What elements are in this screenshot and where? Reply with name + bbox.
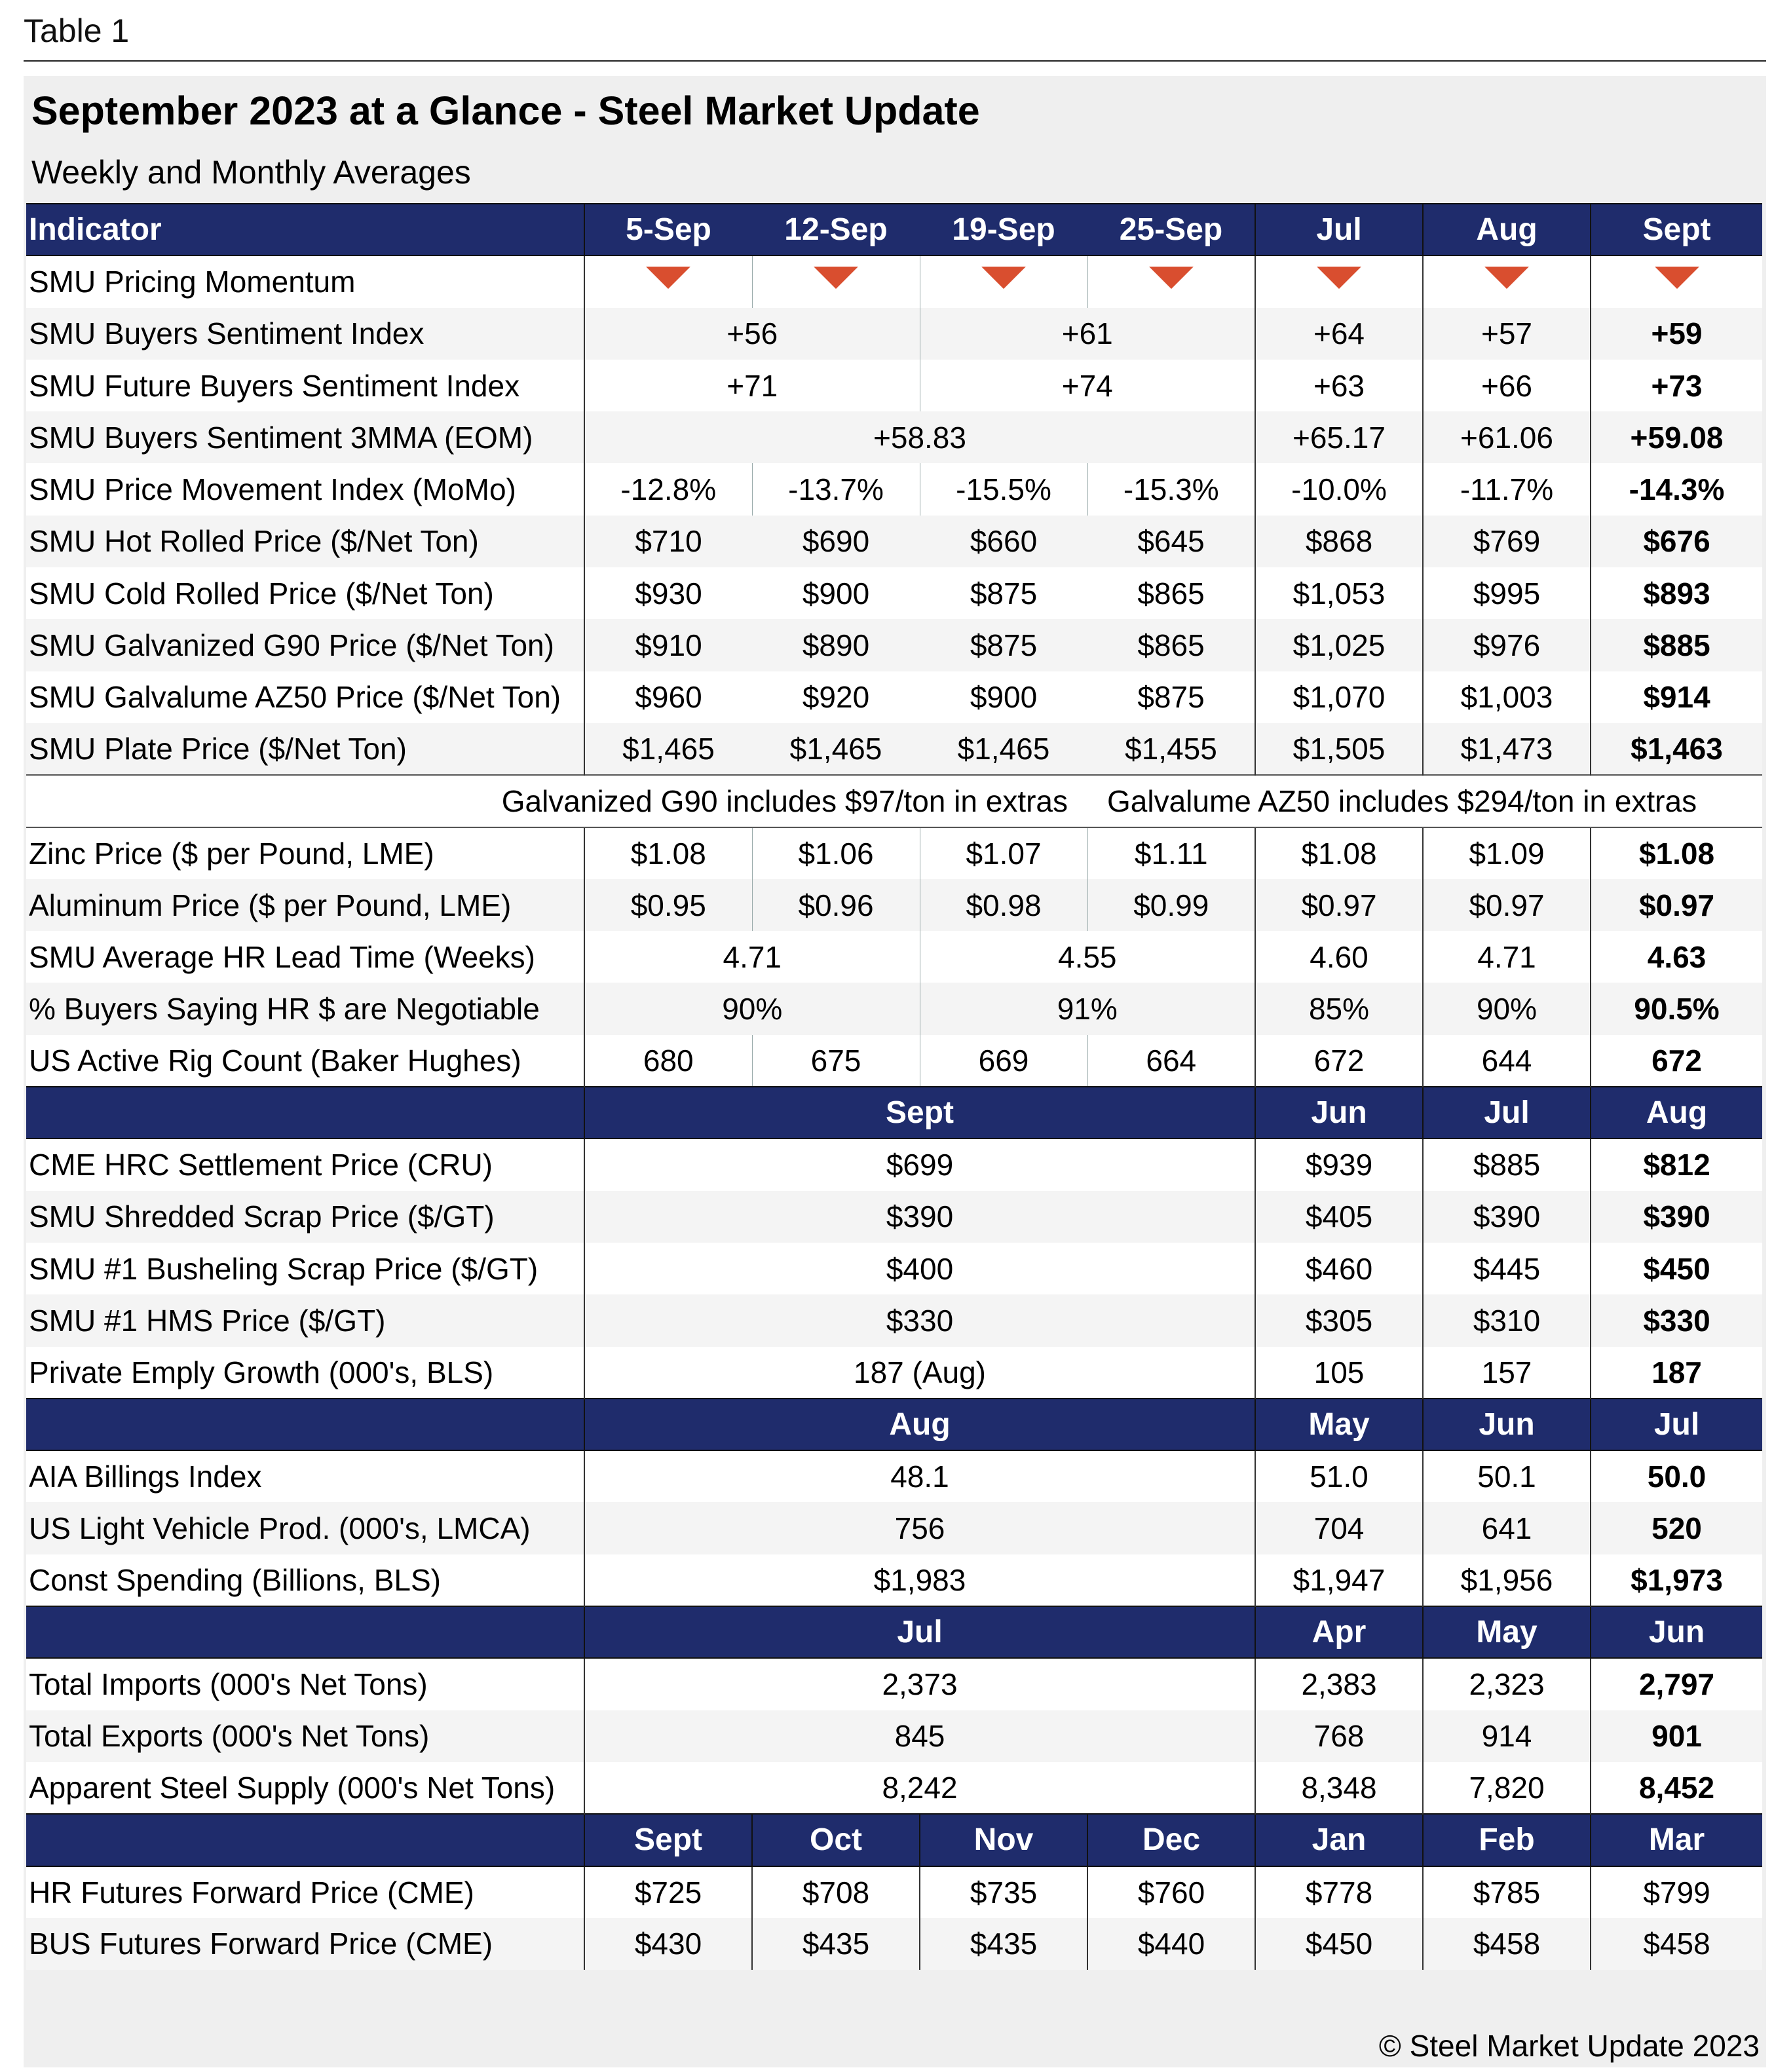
- cell-value: 680: [584, 1035, 752, 1087]
- cell-value: $785: [1423, 1866, 1591, 1918]
- row-label: SMU Hot Rolled Price ($/Net Ton): [26, 516, 584, 567]
- cell-value: 2,383: [1255, 1658, 1423, 1710]
- cell-value: 187 (Aug): [584, 1347, 1255, 1399]
- galvanized-extras-note: Galvanized G90 includes $97/ton in extras: [26, 775, 1087, 827]
- row-label: HR Futures Forward Price (CME): [26, 1866, 584, 1918]
- cell-value: $0.95: [584, 879, 752, 931]
- page-subtitle: Weekly and Monthly Averages: [31, 154, 471, 191]
- cell-value: 845: [584, 1710, 1255, 1762]
- cell-value: +74: [920, 360, 1255, 411]
- row-label: US Light Vehicle Prod. (000's, LMCA): [26, 1502, 584, 1554]
- cell-value: $812: [1591, 1139, 1762, 1190]
- cell-value: 4.71: [584, 931, 920, 983]
- header-main: Aug: [584, 1399, 1255, 1450]
- cell-value: 48.1: [584, 1450, 1255, 1502]
- row-const-spending: [26, 1554, 1762, 1606]
- cell-value: 641: [1423, 1502, 1591, 1554]
- row-label: Aluminum Price ($ per Pound, LME): [26, 879, 584, 931]
- cell-value: +66: [1423, 360, 1591, 411]
- cell-value: 664: [1087, 1035, 1255, 1087]
- cell-value: $390: [584, 1191, 1255, 1243]
- cell-value: $760: [1087, 1866, 1255, 1918]
- cell-value: $330: [1591, 1294, 1762, 1346]
- row-apparent-supply: [26, 1762, 1762, 1814]
- cell-value: $875: [1087, 671, 1255, 723]
- header-col-2: Oct: [752, 1814, 920, 1866]
- header-col-4: Dec: [1087, 1814, 1255, 1866]
- cell-value: -12.8%: [584, 463, 752, 515]
- row-label: Zinc Price ($ per Pound, LME): [26, 827, 584, 879]
- cell-value: $708: [752, 1866, 920, 1918]
- cell-value: $960: [584, 671, 752, 723]
- cell-value: $305: [1255, 1294, 1423, 1346]
- row-label: Total Imports (000's Net Tons): [26, 1658, 584, 1710]
- cell-value: +57: [1423, 308, 1591, 360]
- cell-value: $390: [1423, 1191, 1591, 1243]
- row-galvanized: [26, 619, 1762, 671]
- cell-value: 2,797: [1591, 1658, 1762, 1710]
- cell-value: $1,053: [1255, 567, 1423, 619]
- cell-value: -15.5%: [920, 463, 1087, 515]
- header-col-5: May: [1255, 1399, 1423, 1450]
- cell-value: 90%: [1423, 983, 1591, 1034]
- cell-value: 8,242: [584, 1762, 1255, 1814]
- cell-value: $735: [920, 1866, 1087, 1918]
- cell-value: $458: [1591, 1918, 1762, 1970]
- row-label: Const Spending (Billions, BLS): [26, 1554, 584, 1606]
- header-main: Sept: [584, 1087, 1255, 1139]
- row-label: SMU Plate Price ($/Net Ton): [26, 723, 584, 775]
- cell-value: $1,455: [1087, 723, 1255, 775]
- row-pricing-momentum: [26, 255, 1762, 307]
- row-label: SMU #1 HMS Price ($/GT): [26, 1294, 584, 1346]
- cell-value: 50.0: [1591, 1450, 1762, 1502]
- cell-value: $1,473: [1423, 723, 1591, 775]
- cell-value: $900: [752, 567, 920, 619]
- cell-value: +71: [584, 360, 920, 411]
- header-main: Jul: [584, 1606, 1255, 1658]
- row-aluminum: [26, 879, 1762, 931]
- cell-value: 669: [920, 1035, 1087, 1087]
- cell-value: 644: [1423, 1035, 1591, 1087]
- row-label: SMU Shredded Scrap Price ($/GT): [26, 1191, 584, 1243]
- row-label: SMU Cold Rolled Price ($/Net Ton): [26, 567, 584, 619]
- table-header-weekly: [26, 204, 1762, 255]
- row-label: BUS Futures Forward Price (CME): [26, 1918, 584, 1970]
- cell-value: 90.5%: [1591, 983, 1762, 1034]
- header-col-3: Nov: [920, 1814, 1087, 1866]
- row-shredded-scrap: [26, 1191, 1762, 1243]
- market-table: [26, 203, 1762, 1970]
- down-triangle-icon: [1149, 267, 1194, 289]
- momentum-cell: [752, 255, 920, 307]
- cell-value: $1,463: [1591, 723, 1762, 775]
- cell-value: $0.97: [1591, 879, 1762, 931]
- cell-value: 7,820: [1423, 1762, 1591, 1814]
- cell-value: $1.08: [584, 827, 752, 879]
- cell-value: $865: [1087, 567, 1255, 619]
- row-label: AIA Billings Index: [26, 1450, 584, 1502]
- row-label: Total Exports (000's Net Tons): [26, 1710, 584, 1762]
- momentum-cell: [584, 255, 752, 307]
- row-negotiable: [26, 983, 1762, 1034]
- row-label: SMU Galvalume AZ50 Price ($/Net Ton): [26, 671, 584, 723]
- cell-value: +64: [1255, 308, 1423, 360]
- momentum-cell: [1423, 255, 1591, 307]
- cell-value: $939: [1255, 1139, 1423, 1190]
- cell-value: $778: [1255, 1866, 1423, 1918]
- row-busheling-scrap: [26, 1243, 1762, 1294]
- cell-value: $799: [1591, 1866, 1762, 1918]
- cell-value: $660: [920, 516, 1087, 567]
- momentum-cell: [1087, 255, 1255, 307]
- header-col-7: Sept: [1591, 204, 1762, 255]
- header-col-6: Jul: [1423, 1087, 1591, 1139]
- header-col-1: Sept: [584, 1814, 752, 1866]
- cell-value: $390: [1591, 1191, 1762, 1243]
- cell-value: 105: [1255, 1347, 1423, 1399]
- cell-value: 914: [1423, 1710, 1591, 1762]
- cell-value: 2,323: [1423, 1658, 1591, 1710]
- header-col-5: Apr: [1255, 1606, 1423, 1658]
- cell-value: +59.08: [1591, 411, 1762, 463]
- row-future-buyers-sentiment: [26, 360, 1762, 411]
- cell-value: $914: [1591, 671, 1762, 723]
- header-col-7: Aug: [1591, 1087, 1762, 1139]
- header-col-7: Jul: [1591, 1399, 1762, 1450]
- header-col-1: 5-Sep: [584, 204, 752, 255]
- header-col-2: 12-Sep: [752, 204, 920, 255]
- cell-value: -14.3%: [1591, 463, 1762, 515]
- header-col-4: 25-Sep: [1087, 204, 1255, 255]
- cell-value: $875: [920, 619, 1087, 671]
- down-triangle-icon: [1484, 267, 1529, 289]
- header-indicator-blank: [26, 1606, 584, 1658]
- row-label: CME HRC Settlement Price (CRU): [26, 1139, 584, 1190]
- cell-value: 675: [752, 1035, 920, 1087]
- cell-value: $710: [584, 516, 752, 567]
- header-indicator: Indicator: [26, 204, 584, 255]
- cell-value: 4.63: [1591, 931, 1762, 983]
- cell-value: $725: [584, 1866, 752, 1918]
- cell-value: 4.71: [1423, 931, 1591, 983]
- row-cold-rolled: [26, 567, 1762, 619]
- cell-value: 85%: [1255, 983, 1423, 1034]
- cell-value: 756: [584, 1502, 1255, 1554]
- header-col-5: Jan: [1255, 1814, 1423, 1866]
- row-buyers-sentiment: [26, 308, 1762, 360]
- cell-value: $995: [1423, 567, 1591, 619]
- row-label: SMU Pricing Momentum: [26, 255, 584, 307]
- cell-value: 2,373: [584, 1658, 1255, 1710]
- cell-value: $893: [1591, 567, 1762, 619]
- row-label: US Active Rig Count (Baker Hughes): [26, 1035, 584, 1087]
- cell-value: $330: [584, 1294, 1255, 1346]
- cell-value: -10.0%: [1255, 463, 1423, 515]
- page-title: September 2023 at a Glance - Steel Market Update: [31, 88, 980, 133]
- header-col-6: Jun: [1423, 1399, 1591, 1450]
- cell-value: +59: [1591, 308, 1762, 360]
- row-label: Private Emply Growth (000's, BLS): [26, 1347, 584, 1399]
- cell-value: $430: [584, 1918, 752, 1970]
- cell-value: 672: [1591, 1035, 1762, 1087]
- row-rig-count: [26, 1035, 1762, 1087]
- cell-value: $676: [1591, 516, 1762, 567]
- extras-note-row: [26, 775, 1762, 827]
- glance-panel: [24, 76, 1766, 2067]
- row-galvalume: [26, 671, 1762, 723]
- cell-value: $1,465: [752, 723, 920, 775]
- cell-value: $699: [584, 1139, 1255, 1190]
- cell-value: $0.98: [920, 879, 1087, 931]
- row-label: SMU Price Movement Index (MoMo): [26, 463, 584, 515]
- cell-value: +65.17: [1255, 411, 1423, 463]
- cell-value: $435: [920, 1918, 1087, 1970]
- cell-value: 8,348: [1255, 1762, 1423, 1814]
- cell-value: $1,465: [584, 723, 752, 775]
- cell-value: -15.3%: [1087, 463, 1255, 515]
- header-indicator-blank: [26, 1087, 584, 1139]
- row-label: SMU Buyers Sentiment 3MMA (EOM): [26, 411, 584, 463]
- table-header-construction: [26, 1399, 1762, 1450]
- cell-value: 4.60: [1255, 931, 1423, 983]
- cell-value: $865: [1087, 619, 1255, 671]
- cell-value: $1.11: [1087, 827, 1255, 879]
- down-triangle-icon: [1317, 267, 1361, 289]
- cell-value: $769: [1423, 516, 1591, 567]
- cell-value: $920: [752, 671, 920, 723]
- table-header-scrap: [26, 1087, 1762, 1139]
- cell-value: +61: [920, 308, 1255, 360]
- row-label: SMU Average HR Lead Time (Weeks): [26, 931, 584, 983]
- cell-value: $435: [752, 1918, 920, 1970]
- cell-value: $976: [1423, 619, 1591, 671]
- header-col-7: Jun: [1591, 1606, 1762, 1658]
- cell-value: $405: [1255, 1191, 1423, 1243]
- galvalume-extras-note: Galvalume AZ50 includes $294/ton in extras: [1087, 775, 1762, 827]
- cell-value: $1.08: [1255, 827, 1423, 879]
- header-col-5: Jun: [1255, 1087, 1423, 1139]
- row-lead-time: [26, 931, 1762, 983]
- cell-value: 704: [1255, 1502, 1423, 1554]
- cell-value: 50.1: [1423, 1450, 1591, 1502]
- cell-value: $645: [1087, 516, 1255, 567]
- row-hr-futures: [26, 1866, 1762, 1918]
- cell-value: $1,947: [1255, 1554, 1423, 1606]
- down-triangle-icon: [1655, 267, 1699, 289]
- cell-value: $1,070: [1255, 671, 1423, 723]
- row-bus-futures: [26, 1918, 1762, 1970]
- cell-value: +63: [1255, 360, 1423, 411]
- row-exports: [26, 1710, 1762, 1762]
- momentum-cell: [920, 255, 1087, 307]
- cell-value: $1.06: [752, 827, 920, 879]
- cell-value: $885: [1591, 619, 1762, 671]
- row-aia: [26, 1450, 1762, 1502]
- row-label: SMU Galvanized G90 Price ($/Net Ton): [26, 619, 584, 671]
- cell-value: $1,973: [1591, 1554, 1762, 1606]
- down-triangle-icon: [981, 267, 1026, 289]
- cell-value: $1,956: [1423, 1554, 1591, 1606]
- header-col-7: Mar: [1591, 1814, 1762, 1866]
- table-header-futures: [26, 1814, 1762, 1866]
- row-zinc: [26, 827, 1762, 879]
- cell-value: $460: [1255, 1243, 1423, 1294]
- cell-value: $1,505: [1255, 723, 1423, 775]
- cell-value: $890: [752, 619, 920, 671]
- cell-value: $1.09: [1423, 827, 1591, 879]
- row-employment: [26, 1347, 1762, 1399]
- cell-value: $910: [584, 619, 752, 671]
- cell-value: 901: [1591, 1710, 1762, 1762]
- cell-value: 91%: [920, 983, 1255, 1034]
- cell-value: $450: [1591, 1243, 1762, 1294]
- header-indicator-blank: [26, 1814, 584, 1866]
- cell-value: $1.08: [1591, 827, 1762, 879]
- table-caption: Table 1: [24, 12, 130, 49]
- cell-value: $1,983: [584, 1554, 1255, 1606]
- cell-value: $900: [920, 671, 1087, 723]
- cell-value: $930: [584, 567, 752, 619]
- caption-bar: [24, 9, 1766, 62]
- row-imports: [26, 1658, 1762, 1710]
- cell-value: 520: [1591, 1502, 1762, 1554]
- header-col-3: 19-Sep: [920, 204, 1087, 255]
- row-label: SMU Future Buyers Sentiment Index: [26, 360, 584, 411]
- row-sentiment-3mma: [26, 411, 1762, 463]
- header-col-6: May: [1423, 1606, 1591, 1658]
- cell-value: 90%: [584, 983, 920, 1034]
- cell-value: 8,452: [1591, 1762, 1762, 1814]
- cell-value: $868: [1255, 516, 1423, 567]
- cell-value: +61.06: [1423, 411, 1591, 463]
- cell-value: 672: [1255, 1035, 1423, 1087]
- row-plate: [26, 723, 1762, 775]
- cell-value: $1,025: [1255, 619, 1423, 671]
- cell-value: $1,003: [1423, 671, 1591, 723]
- cell-value: $310: [1423, 1294, 1591, 1346]
- cell-value: $450: [1255, 1918, 1423, 1970]
- cell-value: $0.96: [752, 879, 920, 931]
- cell-value: $458: [1423, 1918, 1591, 1970]
- cell-value: 157: [1423, 1347, 1591, 1399]
- cell-value: $1.07: [920, 827, 1087, 879]
- cell-value: 51.0: [1255, 1450, 1423, 1502]
- table-header-trade: [26, 1606, 1762, 1658]
- momentum-cell: [1255, 255, 1423, 307]
- cell-value: $0.97: [1423, 879, 1591, 931]
- cell-value: 4.55: [920, 931, 1255, 983]
- row-label: % Buyers Saying HR $ are Negotiable: [26, 983, 584, 1034]
- row-hot-rolled: [26, 516, 1762, 567]
- row-momo: [26, 463, 1762, 515]
- header-col-6: Feb: [1423, 1814, 1591, 1866]
- cell-value: -13.7%: [752, 463, 920, 515]
- row-light-vehicle: [26, 1502, 1762, 1554]
- row-label: SMU #1 Busheling Scrap Price ($/GT): [26, 1243, 584, 1294]
- cell-value: $885: [1423, 1139, 1591, 1190]
- cell-value: +58.83: [584, 411, 1255, 463]
- row-cme-hrc: [26, 1139, 1762, 1190]
- cell-value: -11.7%: [1423, 463, 1591, 515]
- header-col-6: Aug: [1423, 204, 1591, 255]
- header-indicator-blank: [26, 1399, 584, 1450]
- cell-value: $0.97: [1255, 879, 1423, 931]
- momentum-cell: [1591, 255, 1762, 307]
- copyright-footer: © Steel Market Update 2023: [1378, 2029, 1760, 2063]
- cell-value: +56: [584, 308, 920, 360]
- row-label: Apparent Steel Supply (000's Net Tons): [26, 1762, 584, 1814]
- cell-value: $440: [1087, 1918, 1255, 1970]
- cell-value: $0.99: [1087, 879, 1255, 931]
- cell-value: $445: [1423, 1243, 1591, 1294]
- cell-value: 768: [1255, 1710, 1423, 1762]
- row-hms: [26, 1294, 1762, 1346]
- header-col-5: Jul: [1255, 204, 1423, 255]
- down-triangle-icon: [646, 267, 690, 289]
- row-label: SMU Buyers Sentiment Index: [26, 308, 584, 360]
- cell-value: $690: [752, 516, 920, 567]
- cell-value: $1,465: [920, 723, 1087, 775]
- down-triangle-icon: [814, 267, 858, 289]
- cell-value: $400: [584, 1243, 1255, 1294]
- cell-value: 187: [1591, 1347, 1762, 1399]
- cell-value: +73: [1591, 360, 1762, 411]
- cell-value: $875: [920, 567, 1087, 619]
